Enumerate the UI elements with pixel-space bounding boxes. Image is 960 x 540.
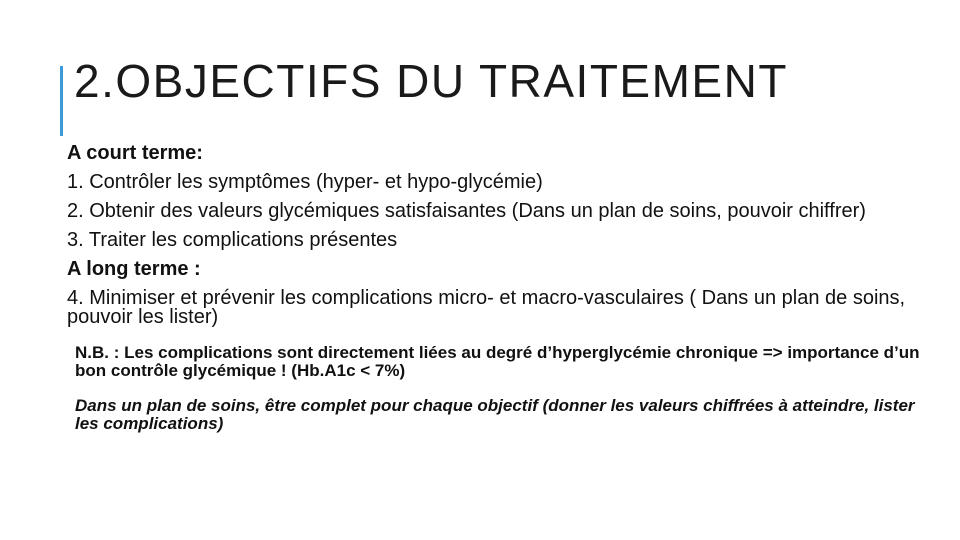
objective-3: 3. Traiter les complications présentes [67,229,398,251]
title-accent-bar [60,66,63,136]
care-plan-note: Dans un plan de soins, être complet pour chaque objectif (donner les valeurs chiffrées à atteindre, lister les complications) [75,396,915,433]
objective-4: 4. Minimiser et prévenir les complications micro- et macro-vasculaires ( Dans un plan de soins, pouvoir les lister) [67,287,906,328]
objective-1: 1. Contrôler les symptômes (hyper- et hypo-glycémie) [67,171,543,193]
short-term-heading: A court terme: [67,142,203,164]
long-term-heading: A long terme : [67,258,201,280]
objective-2: 2. Obtenir des valeurs glycémiques satisfaisantes (Dans un plan de soins, pouvoir chiffrer) [67,200,866,222]
nb-note: N.B. : Les complications sont directement liées au degré d’hyperglycémie chronique => importance d’un bon contrôle glycémique ! (Hb.A1c < 7%) [75,343,920,380]
slide-title: 2.OBJECTIFS DU TRAITEMENT [74,55,788,107]
slide-body [67,144,937,441]
